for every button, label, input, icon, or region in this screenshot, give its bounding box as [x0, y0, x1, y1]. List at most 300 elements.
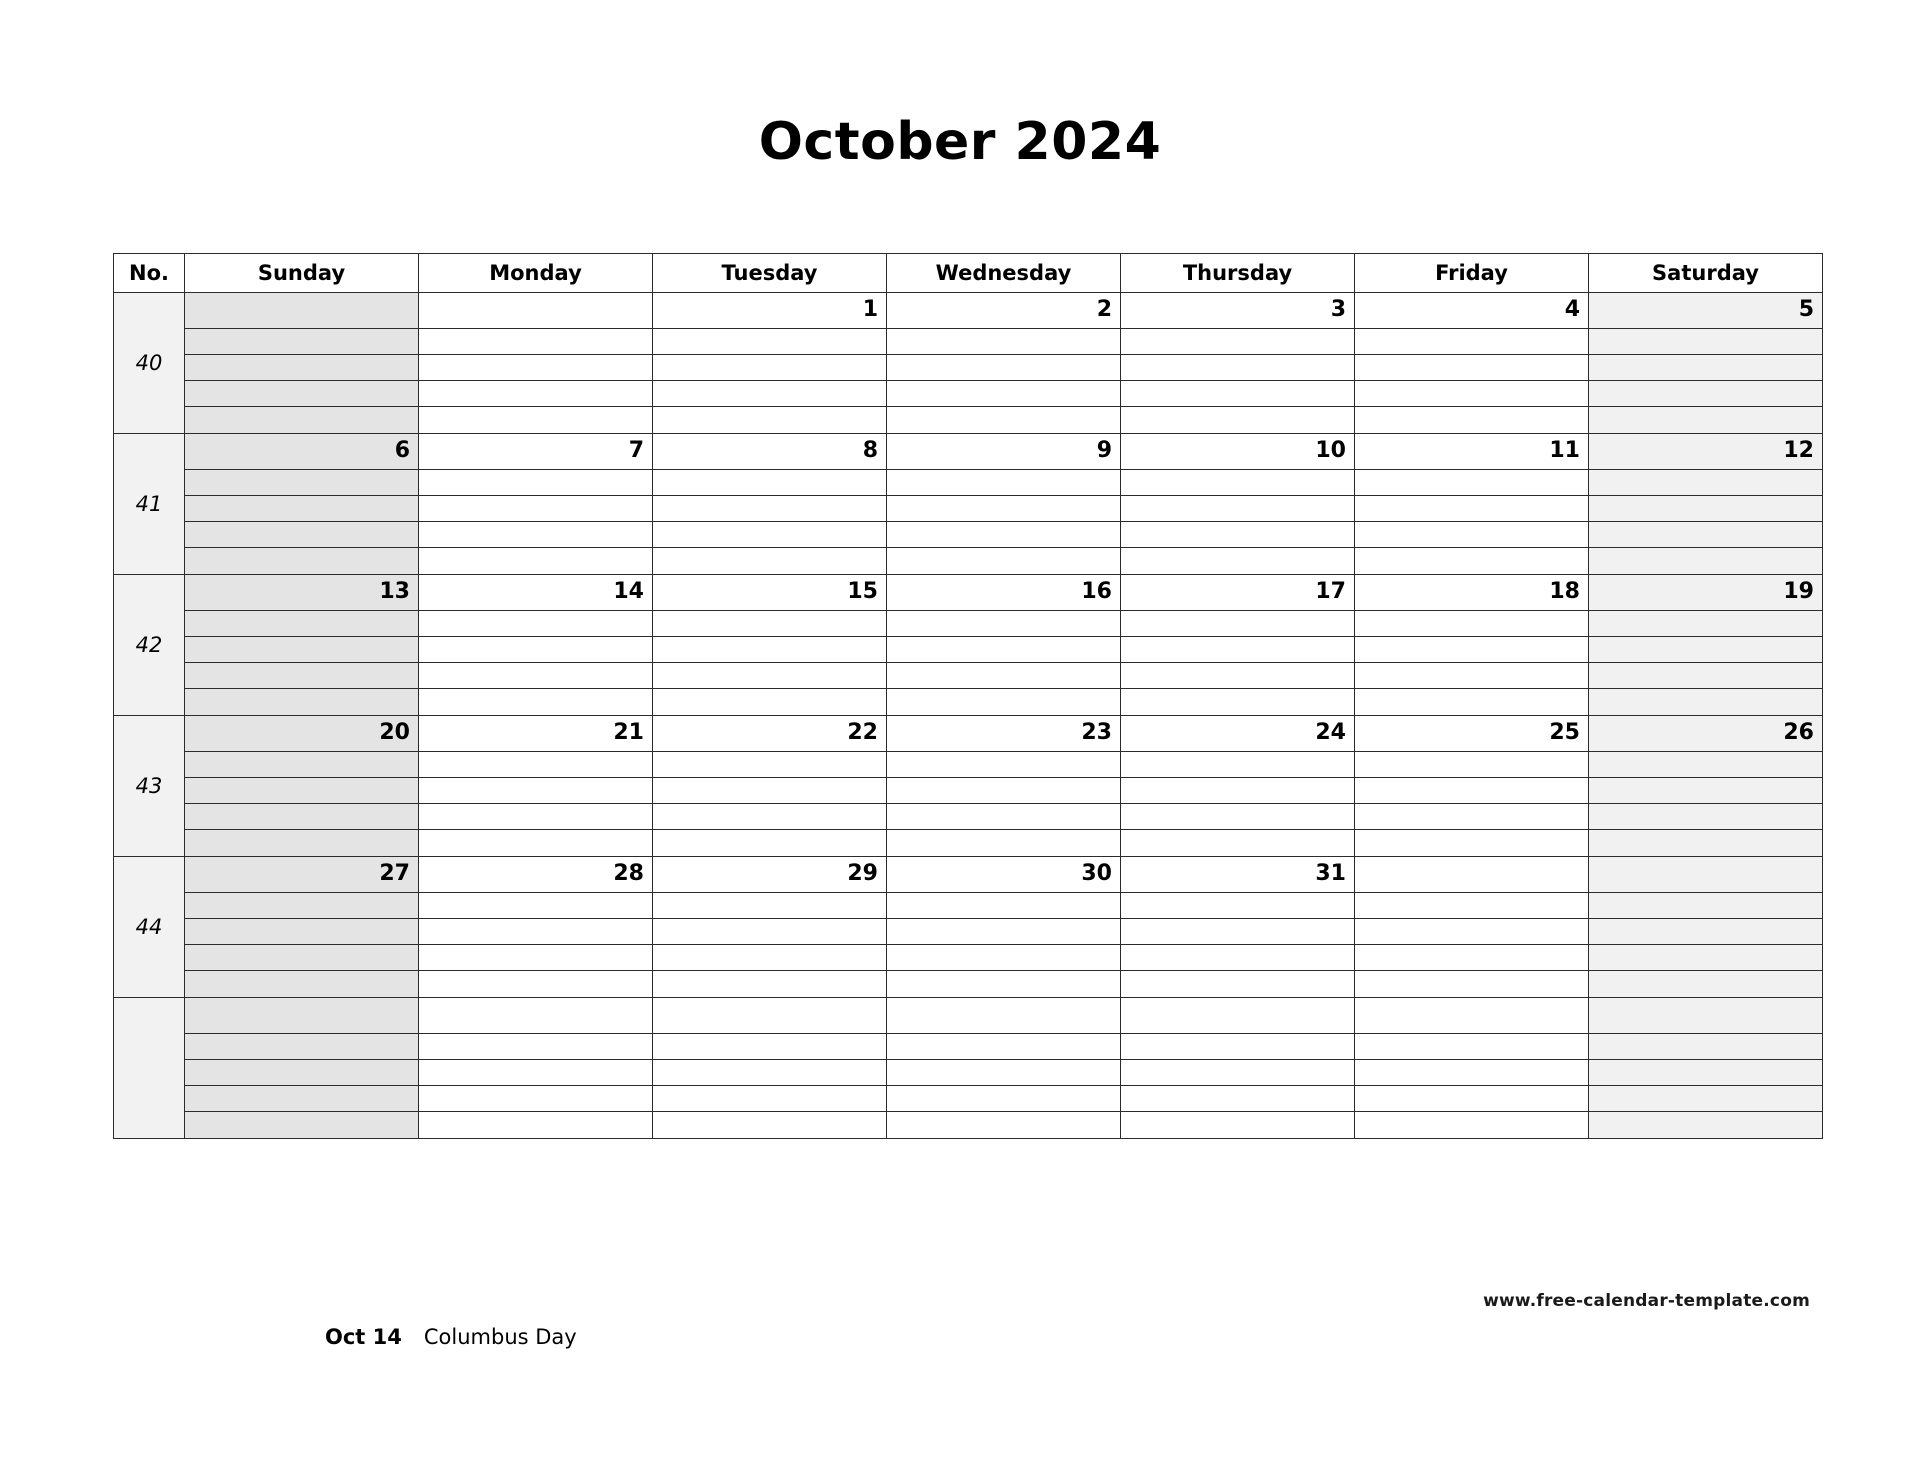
note-line[interactable] [653, 1034, 886, 1060]
note-line[interactable] [1355, 548, 1588, 574]
day-number: 16 [887, 575, 1120, 611]
day-cell[interactable] [1589, 434, 1823, 575]
note-line[interactable] [1589, 919, 1822, 945]
note-line[interactable] [419, 919, 652, 945]
note-lines[interactable] [653, 611, 886, 715]
note-line[interactable] [1589, 1060, 1822, 1086]
note-line[interactable] [1589, 522, 1822, 548]
column-header-thursday: Thursday [1121, 254, 1355, 293]
day-cell[interactable] [1121, 857, 1355, 998]
note-line[interactable] [887, 830, 1120, 856]
day-cell[interactable] [653, 716, 887, 857]
note-line[interactable] [653, 971, 886, 997]
note-line[interactable] [1121, 407, 1354, 433]
day-number [653, 998, 886, 1034]
note-line[interactable] [1355, 919, 1588, 945]
note-line[interactable] [653, 355, 886, 381]
note-line[interactable] [653, 329, 886, 355]
note-line[interactable] [185, 496, 418, 522]
note-line[interactable] [1589, 689, 1822, 715]
note-line[interactable] [1355, 1060, 1588, 1086]
note-line[interactable] [887, 663, 1120, 689]
note-line[interactable] [1589, 945, 1822, 971]
note-line[interactable] [1121, 329, 1354, 355]
note-lines[interactable] [1121, 611, 1354, 715]
note-line[interactable] [185, 893, 418, 919]
note-line[interactable] [1589, 381, 1822, 407]
note-lines[interactable] [887, 611, 1120, 715]
day-number: 30 [887, 857, 1120, 893]
note-line[interactable] [1121, 637, 1354, 663]
note-lines[interactable] [185, 611, 418, 715]
calendar-grid [113, 253, 1815, 1139]
note-line[interactable] [887, 804, 1120, 830]
day-cell[interactable] [1121, 716, 1355, 857]
day-number: 17 [1121, 575, 1354, 611]
day-cell[interactable] [887, 434, 1121, 575]
note-lines[interactable] [1355, 893, 1588, 997]
note-line[interactable] [1589, 1086, 1822, 1112]
note-lines[interactable] [1589, 1034, 1822, 1138]
note-lines[interactable] [887, 470, 1120, 574]
day-number [1355, 998, 1588, 1034]
note-line[interactable] [1589, 752, 1822, 778]
note-line[interactable] [1355, 1086, 1588, 1112]
note-line[interactable] [1355, 689, 1588, 715]
note-line[interactable] [419, 1086, 652, 1112]
note-line[interactable] [419, 804, 652, 830]
day-number: 15 [653, 575, 886, 611]
day-cell[interactable] [1355, 998, 1589, 1139]
note-lines[interactable] [1589, 752, 1822, 856]
day-cell[interactable] [887, 293, 1121, 434]
note-line[interactable] [419, 945, 652, 971]
note-line[interactable] [1121, 689, 1354, 715]
note-line[interactable] [1121, 919, 1354, 945]
day-cell[interactable] [1121, 434, 1355, 575]
note-line[interactable] [1121, 804, 1354, 830]
note-line[interactable] [887, 637, 1120, 663]
day-cell[interactable] [1355, 293, 1589, 434]
note-line[interactable] [1121, 496, 1354, 522]
note-line[interactable] [1355, 381, 1588, 407]
note-line[interactable] [419, 1112, 652, 1138]
note-line[interactable] [1355, 971, 1588, 997]
note-line[interactable] [1589, 470, 1822, 496]
note-line[interactable] [419, 522, 652, 548]
note-lines[interactable] [1589, 470, 1822, 574]
note-line[interactable] [185, 522, 418, 548]
note-lines[interactable] [185, 752, 418, 856]
note-line[interactable] [1355, 329, 1588, 355]
note-line[interactable] [653, 496, 886, 522]
note-lines[interactable] [653, 470, 886, 574]
day-cell[interactable] [185, 575, 419, 716]
note-line[interactable] [185, 381, 418, 407]
note-line[interactable] [1589, 611, 1822, 637]
note-line[interactable] [887, 407, 1120, 433]
day-cell[interactable] [1121, 575, 1355, 716]
note-line[interactable] [1589, 637, 1822, 663]
note-lines[interactable] [1121, 470, 1354, 574]
note-line[interactable] [1355, 470, 1588, 496]
note-line[interactable] [1355, 1112, 1588, 1138]
note-lines[interactable] [1355, 1034, 1588, 1138]
note-lines[interactable] [1121, 329, 1354, 433]
day-number: 8 [653, 434, 886, 470]
note-lines[interactable] [1121, 752, 1354, 856]
day-number: 14 [419, 575, 652, 611]
day-cell[interactable] [185, 293, 419, 434]
note-line[interactable] [185, 663, 418, 689]
day-number [185, 998, 418, 1034]
note-lines[interactable] [653, 329, 886, 433]
note-lines[interactable] [1589, 329, 1822, 433]
note-lines[interactable] [887, 1034, 1120, 1138]
note-line[interactable] [185, 919, 418, 945]
note-lines[interactable] [887, 329, 1120, 433]
note-line[interactable] [1121, 893, 1354, 919]
note-line[interactable] [185, 1112, 418, 1138]
column-header-wednesday: Wednesday [887, 254, 1121, 293]
day-cell[interactable] [653, 857, 887, 998]
note-lines[interactable] [887, 893, 1120, 997]
week-number-cell [114, 998, 185, 1139]
note-line[interactable] [1121, 971, 1354, 997]
note-line[interactable] [185, 470, 418, 496]
calendar-week-row [114, 857, 1823, 998]
note-line[interactable] [1355, 752, 1588, 778]
note-line[interactable] [887, 496, 1120, 522]
note-line[interactable] [1589, 893, 1822, 919]
header-row [114, 254, 1823, 293]
note-line[interactable] [185, 1060, 418, 1086]
note-line[interactable] [1589, 971, 1822, 997]
day-cell[interactable] [887, 998, 1121, 1139]
note-line[interactable] [887, 1112, 1120, 1138]
note-line[interactable] [1589, 804, 1822, 830]
day-cell[interactable] [887, 575, 1121, 716]
note-line[interactable] [887, 752, 1120, 778]
day-cell[interactable] [419, 998, 653, 1139]
note-line[interactable] [653, 611, 886, 637]
note-line[interactable] [1355, 355, 1588, 381]
calendar-week-row [114, 716, 1823, 857]
note-line[interactable] [653, 1086, 886, 1112]
column-header-sunday: Sunday [185, 254, 419, 293]
note-line[interactable] [887, 778, 1120, 804]
note-line[interactable] [653, 689, 886, 715]
note-line[interactable] [887, 1034, 1120, 1060]
column-header-monday: Monday [419, 254, 653, 293]
note-line[interactable] [1355, 830, 1588, 856]
day-number: 26 [1589, 716, 1822, 752]
day-number: 3 [1121, 293, 1354, 329]
note-line[interactable] [419, 407, 652, 433]
note-line[interactable] [185, 778, 418, 804]
note-line[interactable] [887, 381, 1120, 407]
column-header-tuesday: Tuesday [653, 254, 887, 293]
note-line[interactable] [419, 830, 652, 856]
day-number: 2 [887, 293, 1120, 329]
note-line[interactable] [419, 470, 652, 496]
note-line[interactable] [1355, 778, 1588, 804]
note-line[interactable] [185, 355, 418, 381]
note-line[interactable] [887, 971, 1120, 997]
note-line[interactable] [419, 355, 652, 381]
note-line[interactable] [653, 637, 886, 663]
note-line[interactable] [1589, 830, 1822, 856]
note-line[interactable] [653, 470, 886, 496]
day-cell[interactable] [653, 434, 887, 575]
note-line[interactable] [419, 971, 652, 997]
note-lines[interactable] [185, 1034, 418, 1138]
note-lines[interactable] [653, 893, 886, 997]
note-lines[interactable] [1355, 752, 1588, 856]
note-line[interactable] [1121, 548, 1354, 574]
calendar-week-row [114, 998, 1823, 1139]
day-cell[interactable] [185, 857, 419, 998]
note-line[interactable] [1355, 893, 1588, 919]
day-cell[interactable] [1355, 716, 1589, 857]
day-cell[interactable] [419, 293, 653, 434]
day-cell[interactable] [185, 716, 419, 857]
note-line[interactable] [653, 778, 886, 804]
note-line[interactable] [1121, 1086, 1354, 1112]
note-line[interactable] [887, 1086, 1120, 1112]
note-line[interactable] [1121, 1060, 1354, 1086]
note-line[interactable] [887, 1060, 1120, 1086]
note-line[interactable] [419, 663, 652, 689]
day-number: 25 [1355, 716, 1588, 752]
day-cell[interactable] [185, 998, 419, 1139]
day-cell[interactable] [419, 716, 653, 857]
day-number: 1 [653, 293, 886, 329]
day-cell[interactable] [185, 434, 419, 575]
note-line[interactable] [653, 893, 886, 919]
calendar-week-row [114, 434, 1823, 575]
note-line[interactable] [1355, 663, 1588, 689]
note-line[interactable] [1589, 1034, 1822, 1060]
day-cell[interactable] [1589, 857, 1823, 998]
note-line[interactable] [185, 407, 418, 433]
day-number [1121, 998, 1354, 1034]
note-line[interactable] [653, 407, 886, 433]
day-number: 18 [1355, 575, 1588, 611]
note-line[interactable] [185, 971, 418, 997]
note-line[interactable] [887, 548, 1120, 574]
day-cell[interactable] [887, 716, 1121, 857]
note-line[interactable] [419, 1060, 652, 1086]
day-cell[interactable] [1589, 575, 1823, 716]
note-lines[interactable] [419, 752, 652, 856]
note-lines[interactable] [419, 611, 652, 715]
note-line[interactable] [1589, 1112, 1822, 1138]
note-lines[interactable] [419, 1034, 652, 1138]
note-line[interactable] [653, 830, 886, 856]
note-line[interactable] [1121, 945, 1354, 971]
note-line[interactable] [185, 1086, 418, 1112]
day-cell[interactable] [1589, 716, 1823, 857]
note-line[interactable] [887, 945, 1120, 971]
holiday-date: Oct 14 [325, 1325, 402, 1349]
note-lines[interactable] [185, 470, 418, 574]
note-line[interactable] [185, 637, 418, 663]
day-cell[interactable] [419, 434, 653, 575]
day-cell[interactable] [1355, 575, 1589, 716]
day-number [1589, 998, 1822, 1034]
note-lines[interactable] [1355, 470, 1588, 574]
note-lines[interactable] [1121, 893, 1354, 997]
note-lines[interactable] [419, 329, 652, 433]
note-line[interactable] [419, 752, 652, 778]
note-line[interactable] [185, 945, 418, 971]
holiday-note [325, 1325, 577, 1349]
note-line[interactable] [653, 381, 886, 407]
day-number: 4 [1355, 293, 1588, 329]
day-number: 10 [1121, 434, 1354, 470]
note-line[interactable] [887, 919, 1120, 945]
day-cell[interactable] [653, 998, 887, 1139]
note-lines[interactable] [1355, 611, 1588, 715]
note-line[interactable] [653, 804, 886, 830]
note-line[interactable] [1121, 381, 1354, 407]
note-line[interactable] [1355, 496, 1588, 522]
day-number: 7 [419, 434, 652, 470]
day-cell[interactable] [653, 575, 887, 716]
day-cell[interactable] [653, 293, 887, 434]
note-line[interactable] [887, 893, 1120, 919]
note-line[interactable] [1121, 1034, 1354, 1060]
note-line[interactable] [1121, 830, 1354, 856]
note-lines[interactable] [887, 752, 1120, 856]
day-cell[interactable] [1589, 293, 1823, 434]
note-line[interactable] [419, 637, 652, 663]
note-lines[interactable] [185, 329, 418, 433]
day-number: 6 [185, 434, 418, 470]
note-lines[interactable] [1589, 893, 1822, 997]
page-title: October 2024 [758, 112, 1162, 172]
note-line[interactable] [419, 548, 652, 574]
note-line[interactable] [1355, 637, 1588, 663]
note-lines[interactable] [1121, 1034, 1354, 1138]
week-number-cell: 41 [114, 434, 185, 575]
note-line[interactable] [185, 329, 418, 355]
note-line[interactable] [185, 548, 418, 574]
note-line[interactable] [185, 752, 418, 778]
note-line[interactable] [419, 893, 652, 919]
day-cell[interactable] [1589, 998, 1823, 1139]
note-line[interactable] [1121, 752, 1354, 778]
note-line[interactable] [185, 804, 418, 830]
note-lines[interactable] [1355, 329, 1588, 433]
note-line[interactable] [1355, 945, 1588, 971]
note-line[interactable] [887, 522, 1120, 548]
note-line[interactable] [185, 1034, 418, 1060]
note-line[interactable] [1121, 778, 1354, 804]
note-line[interactable] [653, 945, 886, 971]
column-header-saturday: Saturday [1589, 254, 1823, 293]
note-line[interactable] [1589, 778, 1822, 804]
note-lines[interactable] [419, 893, 652, 997]
note-line[interactable] [419, 778, 652, 804]
note-line[interactable] [1589, 355, 1822, 381]
day-number [1355, 857, 1588, 893]
note-line[interactable] [419, 611, 652, 637]
note-line[interactable] [1589, 496, 1822, 522]
note-line[interactable] [1589, 407, 1822, 433]
note-line[interactable] [1121, 663, 1354, 689]
note-lines[interactable] [419, 470, 652, 574]
note-line[interactable] [1355, 522, 1588, 548]
note-line[interactable] [419, 496, 652, 522]
note-line[interactable] [1121, 611, 1354, 637]
note-line[interactable] [419, 1034, 652, 1060]
note-line[interactable] [1589, 548, 1822, 574]
day-number: 24 [1121, 716, 1354, 752]
note-line[interactable] [653, 752, 886, 778]
note-line[interactable] [1355, 804, 1588, 830]
note-line[interactable] [1355, 407, 1588, 433]
note-line[interactable] [653, 548, 886, 574]
day-cell[interactable] [1121, 293, 1355, 434]
note-line[interactable] [1121, 1112, 1354, 1138]
note-line[interactable] [185, 689, 418, 715]
note-line[interactable] [1121, 470, 1354, 496]
note-line[interactable] [653, 663, 886, 689]
website-credit: www.free-calendar-template.com [1483, 1291, 1810, 1311]
note-line[interactable] [887, 611, 1120, 637]
note-line[interactable] [653, 522, 886, 548]
note-line[interactable] [887, 329, 1120, 355]
note-line[interactable] [1121, 355, 1354, 381]
note-lines[interactable] [1589, 611, 1822, 715]
calendar-week-row [114, 575, 1823, 716]
day-cell[interactable] [1355, 857, 1589, 998]
day-number [1589, 857, 1822, 893]
note-line[interactable] [887, 470, 1120, 496]
week-number-cell: 43 [114, 716, 185, 857]
note-lines[interactable] [185, 893, 418, 997]
note-line[interactable] [1355, 1034, 1588, 1060]
day-cell[interactable] [887, 857, 1121, 998]
note-line[interactable] [653, 1060, 886, 1086]
note-line[interactable] [653, 919, 886, 945]
note-line[interactable] [653, 1112, 886, 1138]
note-line[interactable] [887, 355, 1120, 381]
day-number: 20 [185, 716, 418, 752]
note-line[interactable] [419, 329, 652, 355]
day-cell[interactable] [1355, 434, 1589, 575]
note-line[interactable] [419, 689, 652, 715]
note-lines[interactable] [653, 752, 886, 856]
note-line[interactable] [419, 381, 652, 407]
note-line[interactable] [1355, 611, 1588, 637]
note-lines[interactable] [653, 1034, 886, 1138]
note-line[interactable] [887, 689, 1120, 715]
note-line[interactable] [185, 611, 418, 637]
note-line[interactable] [1589, 329, 1822, 355]
day-cell[interactable] [419, 575, 653, 716]
column-header-week-no: No. [114, 254, 185, 293]
calendar-body [114, 293, 1823, 1139]
note-line[interactable] [185, 830, 418, 856]
day-number: 27 [185, 857, 418, 893]
day-cell[interactable] [419, 857, 653, 998]
day-cell[interactable] [1121, 998, 1355, 1139]
note-line[interactable] [1121, 522, 1354, 548]
note-line[interactable] [1589, 663, 1822, 689]
